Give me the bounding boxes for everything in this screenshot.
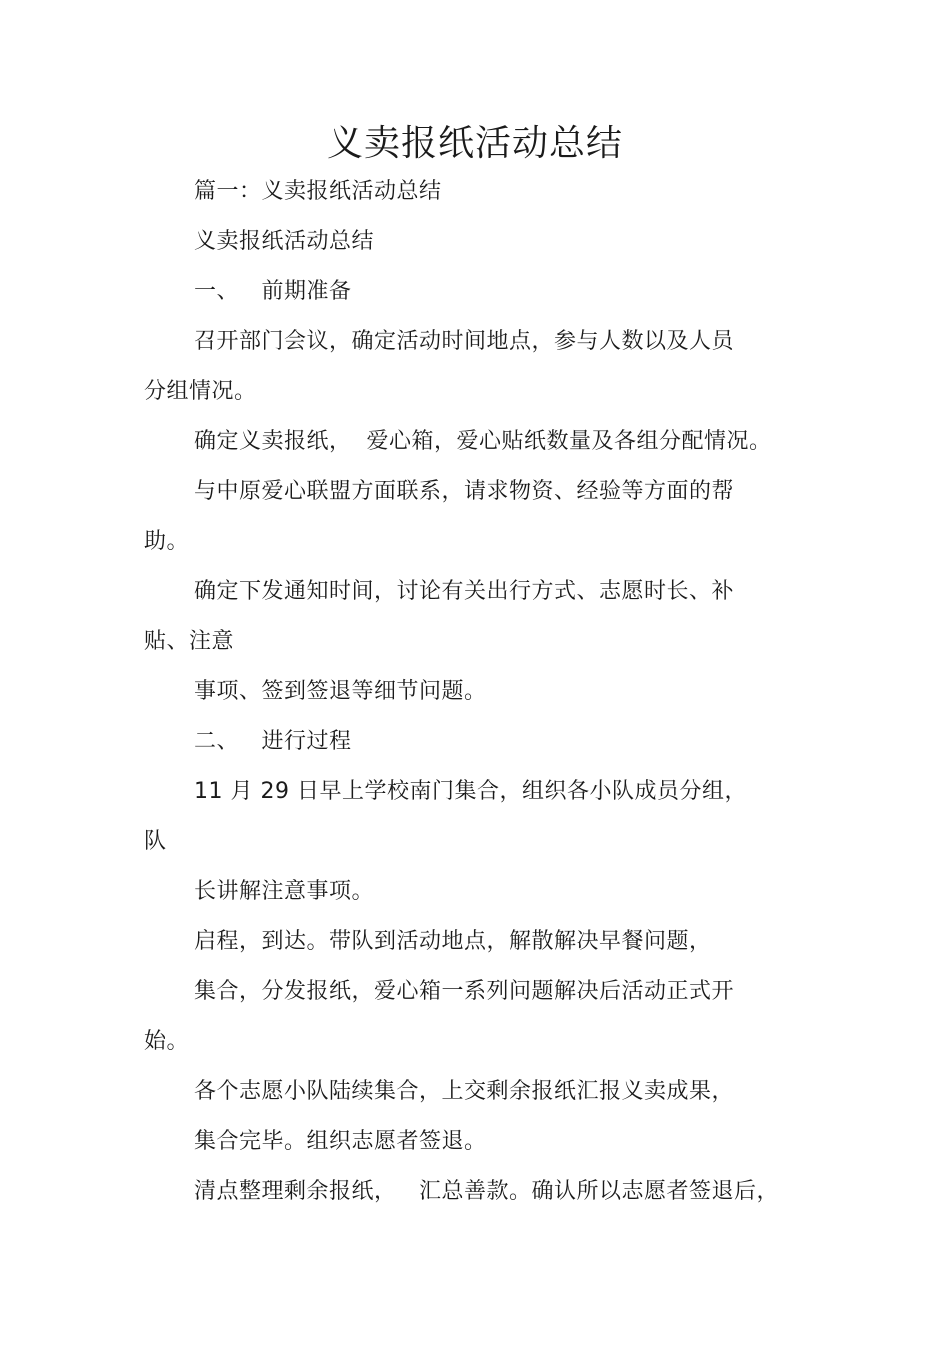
paragraph-line: 清点整理剩余报纸， 汇总善款。确认所以志愿者签退后， (194, 1179, 779, 1204)
paragraph-line: 各个志愿小队陆续集合，上交剩余报纸汇报义卖成果， (194, 1079, 735, 1104)
section-heading: 篇一：义卖报纸活动总结 (194, 179, 442, 204)
paragraph-line: 启程，到达。带队到活动地点，解散解决早餐问题， (194, 929, 712, 954)
paragraph-line: 集合完毕。组织志愿者签退。 (194, 1129, 487, 1154)
paragraph-line: 长讲解注意事项。 (194, 879, 375, 904)
paragraph-line: 贴、注意 (144, 629, 235, 654)
paragraph-line: 11 月 29 日早上学校南门集合，组织各小队成员分组， (194, 779, 747, 804)
section-heading: 一、 前期准备 (194, 279, 352, 304)
section-heading: 二、 进行过程 (194, 729, 352, 754)
paragraph-line: 召开部门会议，确定活动时间地点，参与人数以及人员 (194, 329, 735, 354)
paragraph-line: 集合，分发报纸，爱心箱一系列问题解决后活动正式开 (194, 979, 735, 1004)
paragraph-line: 确定义卖报纸， 爱心箱，爱心贴纸数量及各组分配情况。 (194, 429, 772, 454)
paragraph-line: 分组情况。 (144, 379, 257, 404)
paragraph-line: 确定下发通知时间，讨论有关出行方式、志愿时长、补 (194, 579, 735, 604)
paragraph-line: 始。 (144, 1029, 190, 1054)
document-title: 义卖报纸活动总结 (326, 123, 623, 164)
paragraph-line: 与中原爱心联盟方面联系，请求物资、经验等方面的帮 (194, 479, 735, 504)
paragraph-line: 队 (144, 829, 167, 854)
paragraph-line: 助。 (144, 529, 190, 554)
paragraph-line: 事项、签到签退等细节问题。 (194, 679, 487, 704)
subtitle: 义卖报纸活动总结 (194, 229, 375, 254)
